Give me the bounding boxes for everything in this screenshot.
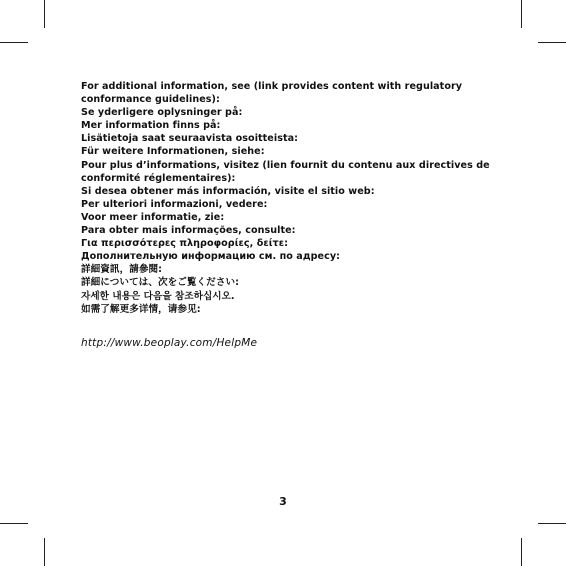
help-url-link[interactable]: http://www.beoplay.com/HelpMe [81, 336, 258, 349]
info-line-portuguese: Para obter mais informações, consulte: [81, 225, 296, 237]
info-line-danish: Se yderligere oplysninger på: [81, 107, 243, 119]
crop-mark-top-right-vertical [521, 0, 522, 28]
crop-mark-top-right-horizontal [538, 42, 566, 43]
info-line-italian: Per ulteriori informazioni, vedere: [81, 198, 268, 210]
crop-mark-bottom-left-horizontal [0, 523, 28, 524]
crop-mark-bottom-right-horizontal [538, 523, 566, 524]
info-line-english: For additional information, see (link provides content with regulatory conformance guidelines): [81, 81, 463, 106]
info-line-japanese: 詳細については、次をご覧ください: [81, 277, 239, 289]
info-line-german: Für weitere Informationen, siehe: [81, 146, 265, 158]
page-number: 3 [279, 495, 287, 508]
info-line-simplified-chinese: 如需了解更多详情，请参见: [81, 303, 201, 315]
info-text-block [81, 80, 491, 349]
info-line-spanish: Si desea obtener más información, visite el sitio web: [81, 185, 375, 197]
info-line-finnish: Lisätietoja saat seuraavista osoitteista: [81, 133, 299, 145]
info-line-russian: Дополнительную информацию см. по адресу: [81, 251, 341, 263]
crop-mark-top-left-vertical [44, 0, 45, 28]
info-line-traditional-chinese: 詳細資訊，請參閱: [81, 264, 163, 276]
info-line-french: Pour plus d’informations, visitez (lien fournit du contenu aux directives de conformité réglementaires): [81, 159, 490, 184]
info-line-korean: 자세한 내용은 다음을 참조하십시오. [81, 290, 235, 302]
info-line-greek: Για περισσότερες πληροφορίες, δείτε: [81, 238, 288, 250]
crop-mark-top-left-horizontal [0, 42, 28, 43]
crop-mark-bottom-right-vertical [521, 538, 522, 566]
info-line-swedish: Mer information finns på: [81, 120, 221, 132]
crop-mark-bottom-left-vertical [44, 538, 45, 566]
info-line-dutch: Voor meer informatie, zie: [81, 211, 225, 223]
